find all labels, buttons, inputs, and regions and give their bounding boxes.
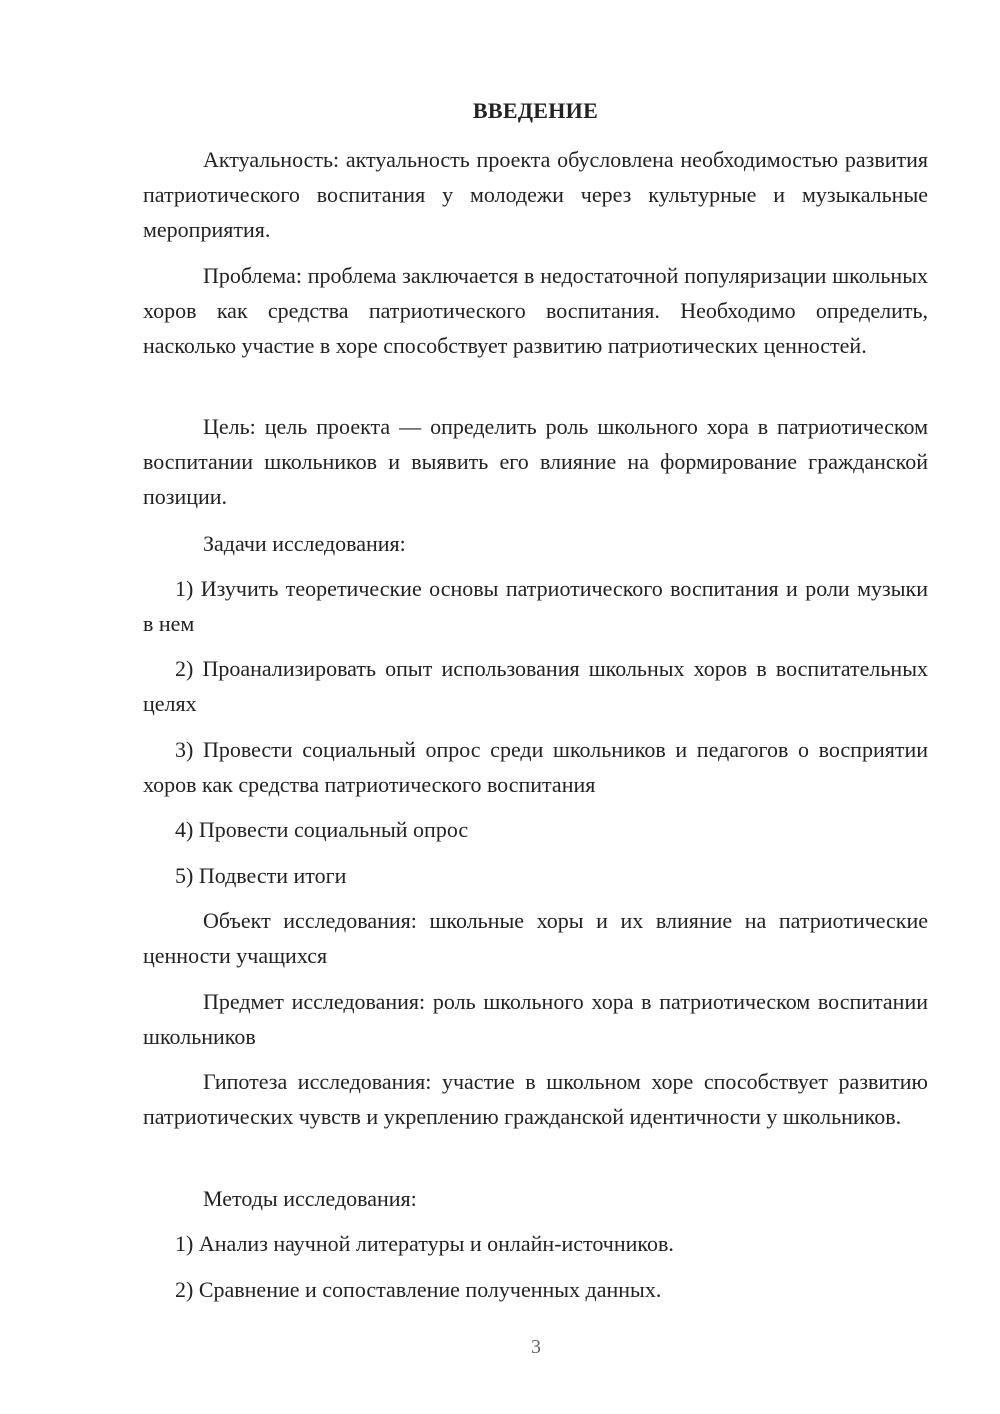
list-item-task-1: 1) Изучить теоретические основы патриотического воспитания и роли музыки в нем	[143, 576, 928, 636]
list-item-task-2: 2) Проанализировать опыт использования школьных хоров в воспитательных целях	[143, 656, 928, 716]
paragraph-goal: Цель: цель проекта — определить роль школьного хора в патриотическом воспитании школьников и выявить его влияние на формирование гражданской позиции.	[143, 414, 928, 509]
list-item-method-2: 2) Сравнение и сопоставление полученных данных.	[175, 1277, 662, 1302]
section-heading: ВВЕДЕНИЕ	[472, 98, 599, 123]
paragraph-hypothesis: Гипотеза исследования: участие в школьном хоре способствует развитию патриотических чувств и укреплению гражданской идентичности у школьников.	[143, 1069, 928, 1129]
paragraph-tasks-title: Задачи исследования:	[203, 531, 406, 556]
list-item-method-1: 1) Анализ научной литературы и онлайн-источников.	[175, 1231, 674, 1256]
list-item-task-3: 3) Провести социальный опрос среди школьников и педагогов о восприятии хоров как средства патриотического воспитания	[143, 737, 928, 797]
paragraph-object: Объект исследования: школьные хоры и их влияние на патриотические ценности учащихся	[143, 908, 928, 968]
paragraph-subject: Предмет исследования: роль школьного хора в патриотическом воспитании школьников	[143, 989, 928, 1049]
paragraph-problem: Проблема: проблема заключается в недостаточной популяризации школьных хоров как средства патриотического воспитания. Необходимо определить, насколько участие в хоре способствует развитию патриотических ценностей.	[143, 263, 928, 358]
page-number: 3	[531, 1336, 541, 1358]
paragraph-methods-title: Методы исследования:	[203, 1186, 417, 1211]
list-item-task-5: 5) Подвести итоги	[175, 863, 347, 888]
list-item-task-4: 4) Провести социальный опрос	[175, 817, 469, 842]
paragraph-relevance: Актуальность: актуальность проекта обусловлена необходимостью развития патриотического воспитания у молодежи через культурные и музыкальные мероприятия.	[143, 147, 928, 242]
